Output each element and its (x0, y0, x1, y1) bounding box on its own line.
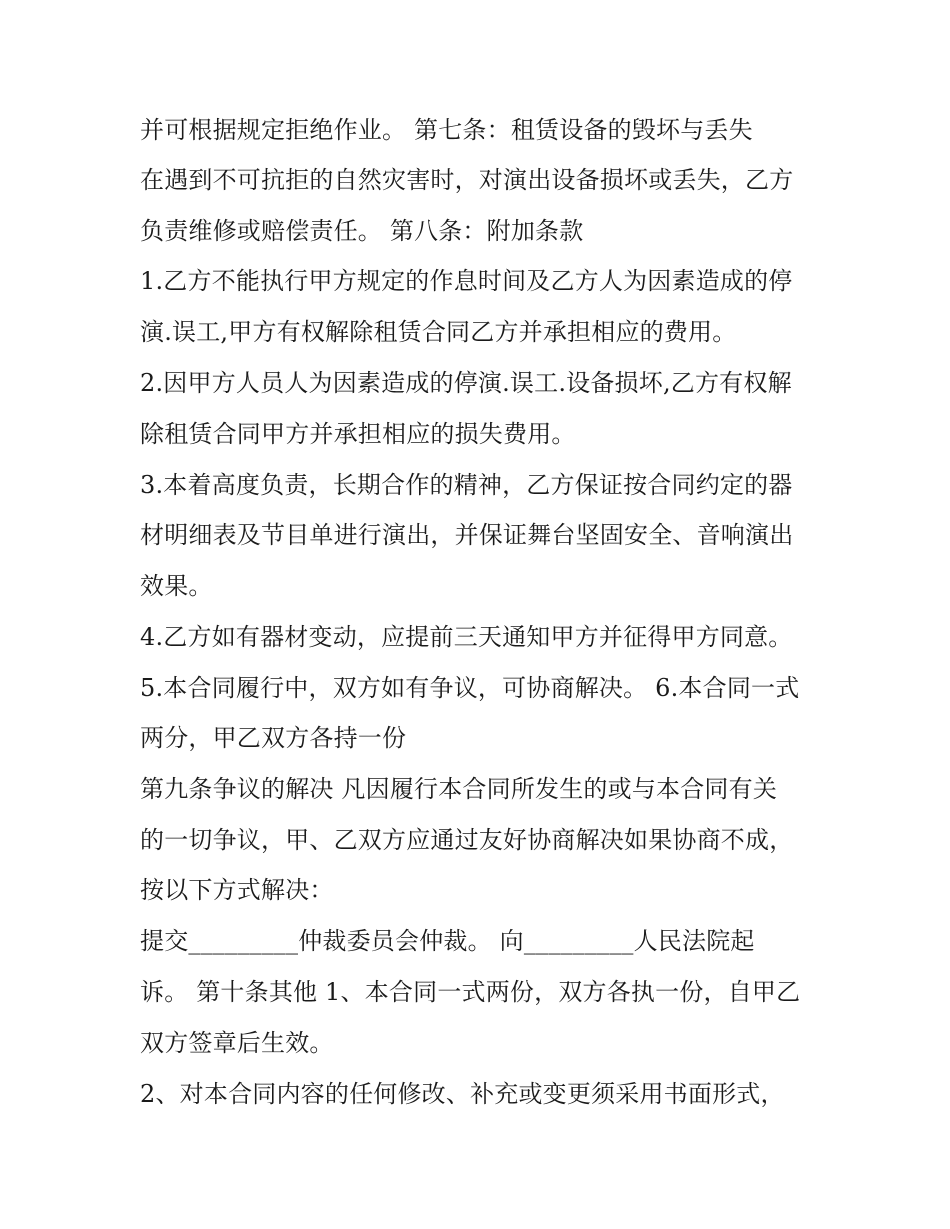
text-line: 效果。 (140, 572, 213, 600)
text-line: 提交_________仲裁委员会仲裁。 向_________人民法院起 (140, 927, 755, 955)
text-line: 4.乙方如有器材变动，应提前三天通知甲方并征得甲方同意。 (140, 623, 793, 651)
text-line: 3.本着高度负责，长期合作的精神，乙方保证按合同约定的器 (140, 471, 793, 499)
text-line: 按以下方式解决： (140, 876, 334, 904)
text-line: 两分，甲乙双方各持一份 (140, 724, 407, 752)
text-line: 2、对本合同内容的任何修改、补充或变更须采用书面形式， (140, 1080, 785, 1108)
text-line: 材明细表及节目单进行演出，并保证舞台坚固安全、音响演出 (140, 521, 794, 549)
text-line: 除租赁合同甲方并承担相应的损失费用。 (140, 420, 576, 448)
text-line: 2.因甲方人员人为因素造成的停演.误工.设备损坏,乙方有权解 (140, 369, 792, 397)
text-line: 的一切争议，甲、乙双方应通过友好协商解决如果协商不成， (140, 826, 794, 854)
text-line: 负责维修或赔偿责任。 第八条：附加条款 (140, 217, 584, 245)
text-line: 1.乙方不能执行甲方规定的作息时间及乙方人为因素造成的停 (140, 267, 793, 295)
text-line: 并可根据规定拒绝作业。 第七条：租赁设备的毁坏与丢失 (140, 116, 753, 144)
text-line: 5.本合同履行中，双方如有争议，可协商解决。 6.本合同一式 (140, 674, 800, 702)
text-line: 双方签章后生效。 (140, 1029, 334, 1057)
text-line: 在遇到不可抗拒的自然灾害时，对演出设备损坏或丢失，乙方 (140, 166, 794, 194)
text-line: 诉。 第十条其他 1、本合同一式两份，双方各执一份，自甲乙 (140, 978, 801, 1006)
text-line: 第九条争议的解决 凡因履行本合同所发生的或与本合同有关 (140, 775, 778, 803)
text-line: 演.误工,甲方有权解除租赁合同乙方并承担相应的费用。 (140, 318, 737, 346)
